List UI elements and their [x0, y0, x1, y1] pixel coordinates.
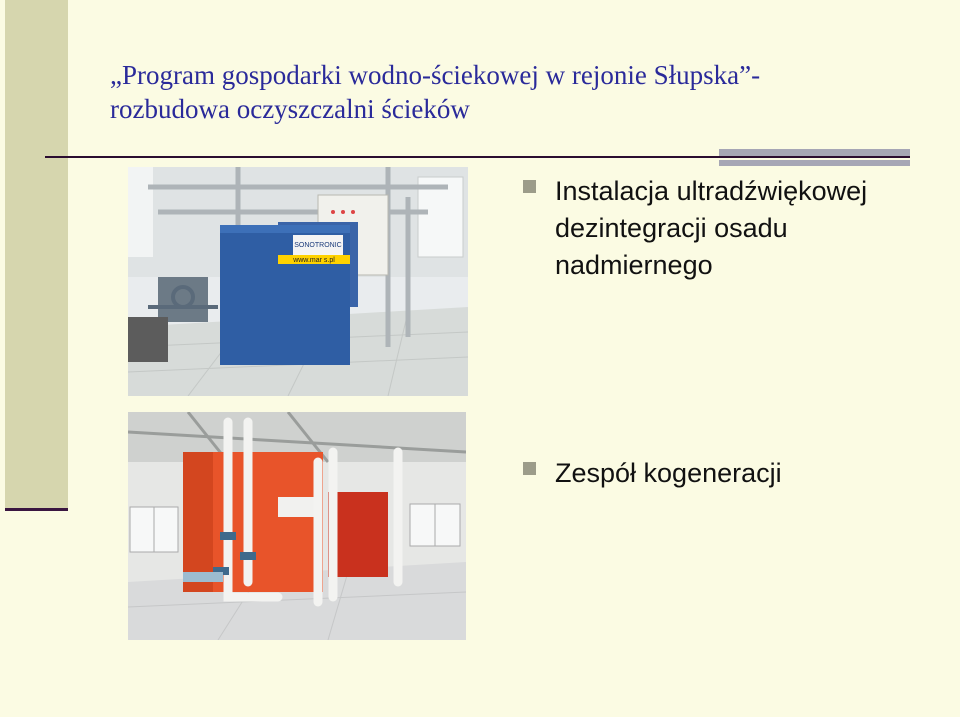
- photo-top-brand: SONOTRONIC: [294, 242, 342, 249]
- left-accent-bar: [5, 0, 68, 508]
- bullet-ultrasonic: [523, 173, 923, 284]
- bullet-square-icon: [523, 462, 536, 475]
- title-rule-accent-lower: [719, 160, 910, 166]
- photo-top-label: www.mar s.pl: [293, 257, 335, 264]
- slide-title-line1: „Program gospodarki wodno-ściekowej w rejonie Słupska”-: [110, 60, 761, 90]
- slide-title-line2: rozbudowa oczyszczalni ścieków: [110, 94, 470, 124]
- photo-ultrasonic-installation: [128, 167, 468, 396]
- slide-title: [110, 58, 910, 126]
- photo-cogeneration-illustration: [128, 412, 466, 640]
- title-rule-accent: [719, 149, 910, 156]
- bullet-text: Instalacja ultradźwiękowej dezintegracji osadu nadmiernego: [555, 176, 868, 280]
- photo-cogeneration-unit: [128, 412, 466, 640]
- bullet-square-icon: [523, 180, 536, 193]
- photo-ultrasonic-illustration: [128, 167, 468, 396]
- bullet-text: Zespół kogeneracji: [555, 458, 782, 488]
- bullet-cogeneration: [523, 455, 923, 492]
- title-rule: [45, 156, 910, 158]
- left-accent-underline: [5, 508, 68, 511]
